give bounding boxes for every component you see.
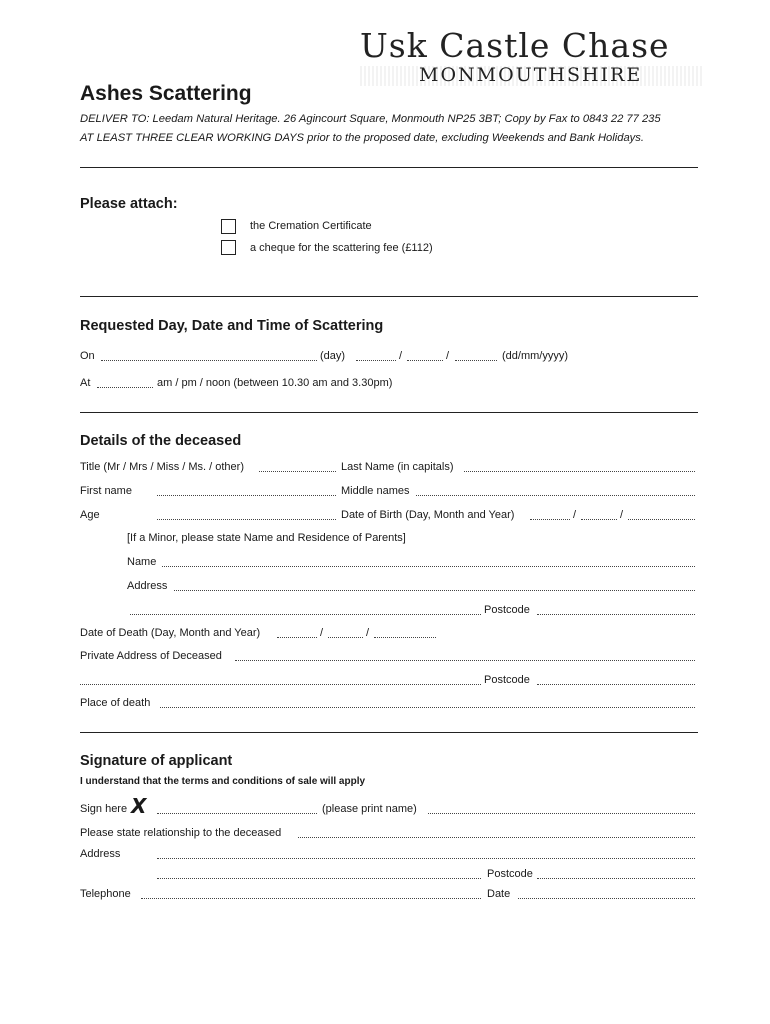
signature-heading: Signature of applicant [80,753,233,769]
attach-heading: Please attach: [80,196,178,212]
place-of-death-label: Place of death [80,697,151,709]
deceased-postcode-label: Postcode [484,674,530,686]
deceased-heading: Details of the deceased [80,433,242,449]
date-separator: / [620,509,624,521]
last-name-label: Last Name (in capitals) [341,461,454,473]
date-separator: / [320,627,324,639]
parent-postcode-label: Postcode [484,604,530,616]
middle-names-input[interactable] [416,495,695,496]
section-divider [80,167,698,168]
relationship-label: Please state relationship to the deceased [80,827,282,839]
dob-year-input[interactable] [628,519,695,520]
at-label: At [80,377,91,389]
first-name-label: First name [80,485,132,497]
on-label: On [80,350,95,362]
title-label: Title (Mr / Mrs / Miss / Ms. / other) [80,461,244,473]
cremation-certificate-label: the Cremation Certificate [250,220,372,232]
date-input[interactable] [518,898,695,899]
brand-subtitle: MONMOUTHSHIRE [419,64,643,86]
parent-name-label: Name [127,556,157,568]
parent-address-label: Address [127,580,168,592]
cremation-certificate-checkbox[interactable] [221,219,236,234]
date-separator: / [446,350,450,362]
cheque-label: a cheque for the scattering fee (£112) [250,242,433,254]
private-address-label: Private Address of Deceased [80,650,222,662]
date-separator: / [573,509,577,521]
telephone-label: Telephone [80,888,131,900]
section-divider [80,412,698,413]
title-input[interactable] [259,471,336,472]
age-label: Age [80,509,100,521]
deadline-instructions: AT LEAST THREE CLEAR WORKING DAYS prior to the proposed date, excluding Weekends and Bank Holidays. [80,132,644,144]
section-divider [80,732,698,733]
date-format-label: (dd/mm/yyyy) [502,350,568,362]
first-name-input[interactable] [157,495,336,496]
private-address-line2-input[interactable] [80,684,481,685]
minor-note: [If a Minor, please state Name and Residence of Parents] [127,532,406,544]
date-day-input[interactable] [356,360,396,361]
date-separator: / [399,350,403,362]
print-name-input[interactable] [428,813,695,814]
applicant-address-label: Address [80,848,121,860]
relationship-input[interactable] [298,837,695,838]
applicant-postcode-label: Postcode [487,868,533,880]
dod-day-input[interactable] [277,637,317,638]
telephone-input[interactable] [141,898,481,899]
signature-input[interactable] [157,813,317,814]
brand-name: Usk Castle Chase [360,26,670,65]
last-name-input[interactable] [464,471,695,472]
time-input[interactable] [97,387,153,388]
dod-label: Date of Death (Day, Month and Year) [80,627,261,639]
schedule-heading: Requested Day, Date and Time of Scattering [80,318,384,334]
parent-postcode-input[interactable] [537,614,695,615]
dod-year-input[interactable] [374,637,436,638]
day-label: (day) [320,350,346,362]
dob-month-input[interactable] [581,519,617,520]
sign-mark: X [131,794,147,818]
date-year-input[interactable] [455,360,497,361]
section-divider [80,296,698,297]
date-label: Date [487,888,511,900]
page-title: Ashes Scattering [80,82,252,105]
time-options-label: am / pm / noon (between 10.30 am and 3.30pm) [157,377,393,389]
age-input[interactable] [157,519,336,520]
applicant-postcode-input[interactable] [537,878,695,879]
sign-here-label: Sign here [80,803,128,815]
print-name-label: (please print name) [322,803,417,815]
date-separator: / [366,627,370,639]
middle-names-label: Middle names [341,485,410,497]
parent-address-input[interactable] [174,590,695,591]
delivery-instructions: DELIVER TO: Leedam Natural Heritage. 26 Agincourt Square, Monmouth NP25 3BT; Copy by Fax to 0843 22 77 235 [80,113,661,125]
day-input[interactable] [101,360,317,361]
place-of-death-input[interactable] [160,707,695,708]
private-address-input[interactable] [235,660,695,661]
deceased-postcode-input[interactable] [537,684,695,685]
dob-day-input[interactable] [530,519,570,520]
dod-month-input[interactable] [328,637,363,638]
parent-name-input[interactable] [162,566,695,567]
cheque-checkbox[interactable] [221,240,236,255]
applicant-address-line2-input[interactable] [157,878,481,879]
date-month-input[interactable] [407,360,443,361]
terms-note: I understand that the terms and conditions of sale will apply [80,776,366,787]
dob-label: Date of Birth (Day, Month and Year) [341,509,515,521]
applicant-address-input[interactable] [157,858,695,859]
parent-address-line2-input[interactable] [130,614,481,615]
